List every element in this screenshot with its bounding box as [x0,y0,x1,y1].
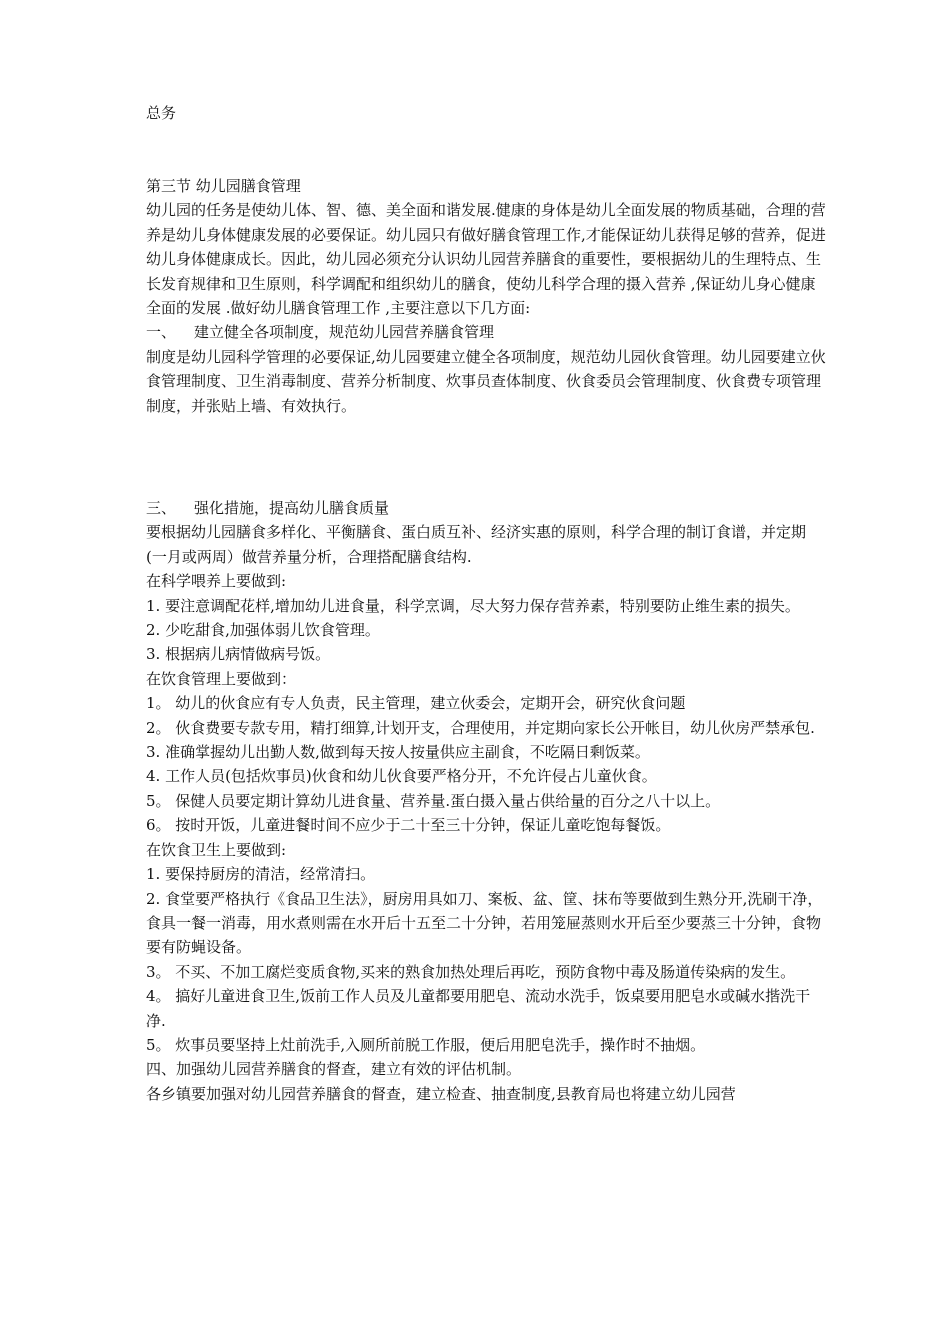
list-item: 3. 根据病儿病情做病号饭。 [146,645,331,664]
document-header: 总务 [146,104,177,122]
list-item: 1. 要注意调配花样,增加幼儿进食量，科学烹调，尽大努力保存营养素，特别要防止维生素的损失。 [146,596,800,615]
item-one-title: 建立健全各项制度，规范幼儿园营养膳食管理 [194,323,495,342]
section-measures [146,496,826,1106]
list-item: 2。 伙食费要专款专用，精打细算,计划开支，合理使用，并定期向家长公开帐目，幼儿伙房严禁承包. [146,718,815,737]
item-one-heading [146,320,826,344]
list-item: 6。 按时开饭，儿童进餐时间不应少于二十至三十分钟，保证儿童吃饱每餐饭。 [146,816,671,835]
item-three-paragraph: 要根据幼儿园膳食多样化、平衡膳食、蛋白质互补、经济实惠的原则，科学合理的制订食谱，并定期(一月或两周）做营养量分析，合理搭配膳食结构. [146,523,807,566]
item-four-paragraph: 各乡镇要加强对幼儿园营养膳食的督查，建立检查、抽查制度,县教育局也将建立幼儿园营 [146,1084,736,1103]
feeding-heading: 在科学喂养上要做到: [146,572,287,591]
hygiene-heading: 在饮食卫生上要做到: [146,840,287,859]
section-heading: 第三节 幼儿园膳食管理 [146,177,301,195]
list-item: 2. 少吃甜食,加强体弱儿饮食管理。 [146,621,380,640]
section-diet-management [146,174,826,418]
list-item: 4。 搞好儿童进食卫生,饭前工作人员及儿童都要用肥皂、流动水洗手，饭桌要用肥皂水或碱水揩洗干净. [146,987,811,1030]
list-item: 2. 食堂要严格执行《食品卫生法》，厨房用具如刀、案板、盆、筐、抹布等要做到生熟分开,洗刷干净，食具一餐一消毒，用水煮则需在水开后十五至二十分钟，若用笼屉蒸则水开后至少要蒸三十分钟，食物要有防蝇设备。 [146,889,823,957]
list-item: 5。 保健人员要定期计算幼儿进食量、营养量.蛋白摄入量占供给量的百分之八十以上。 [146,791,721,810]
item-three-heading [146,496,826,520]
list-item: 4. 工作人员(包括炊事员)伙食和幼儿伙食要严格分开，不允许侵占儿童伙食。 [146,767,657,786]
list-item: 1. 要保持厨房的清洁，经常清扫。 [146,865,376,884]
list-item: 3. 准确掌握幼儿出勤人数,做到每天按人按量供应主副食，不吃隔日剩饭菜。 [146,743,650,762]
item-one-paragraph: 制度是幼儿园科学管理的必要保证,幼儿园要建立健全各项制度，规范幼儿园伙食管理。幼儿园要建立伙食管理制度、卫生消毒制度、营养分析制度、炊事员查体制度、伙食委员会管理制度、伙食费专项管理制度，并张贴上墙、有效执行。 [146,347,826,415]
list-item: 1。 幼儿的伙食应有专人负责，民主管理，建立伙委会，定期开会，研究伙食问题 [146,694,686,713]
item-three-number: 三、 [146,499,177,517]
intro-paragraph: 幼儿园的任务是使幼儿体、智、德、美全面和谐发展.健康的身体是幼儿全面发展的物质基础，合理的营养是幼儿身体健康发展的必要保证。幼儿园只有做好膳食管理工作,才能保证幼儿获得足够的营养，促进幼儿身体健康成长。因此，幼儿园必须充分认识幼儿园营养膳食的重要性，要根据幼儿的生理特点、生长发育规律和卫生原则，科学调配和组织幼儿的膳食，使幼儿科学合理的摄入营养 ,保证幼儿身心健康全面的发展 .做好幼儿膳食管理工作 ,主要注意以下几方面: [146,201,826,318]
item-one-number: 一、 [146,323,177,342]
list-item: 5。 炊事员要坚持上灶前洗手,入厕所前脱工作服，便后用肥皂洗手，操作时不抽烟。 [146,1035,706,1054]
item-three-title: 强化措施，提高幼儿膳食质量 [194,499,390,517]
item-four-heading: 四、加强幼儿园营养膳食的督查，建立有效的评估机制。 [146,1060,522,1079]
list-item: 3。 不买、不加工腐烂变质食物,买来的熟食加热处理后再吃，预防食物中毒及肠道传染病的发生。 [146,962,796,981]
diet-management-heading: 在饮食管理上要做到： [146,669,297,688]
